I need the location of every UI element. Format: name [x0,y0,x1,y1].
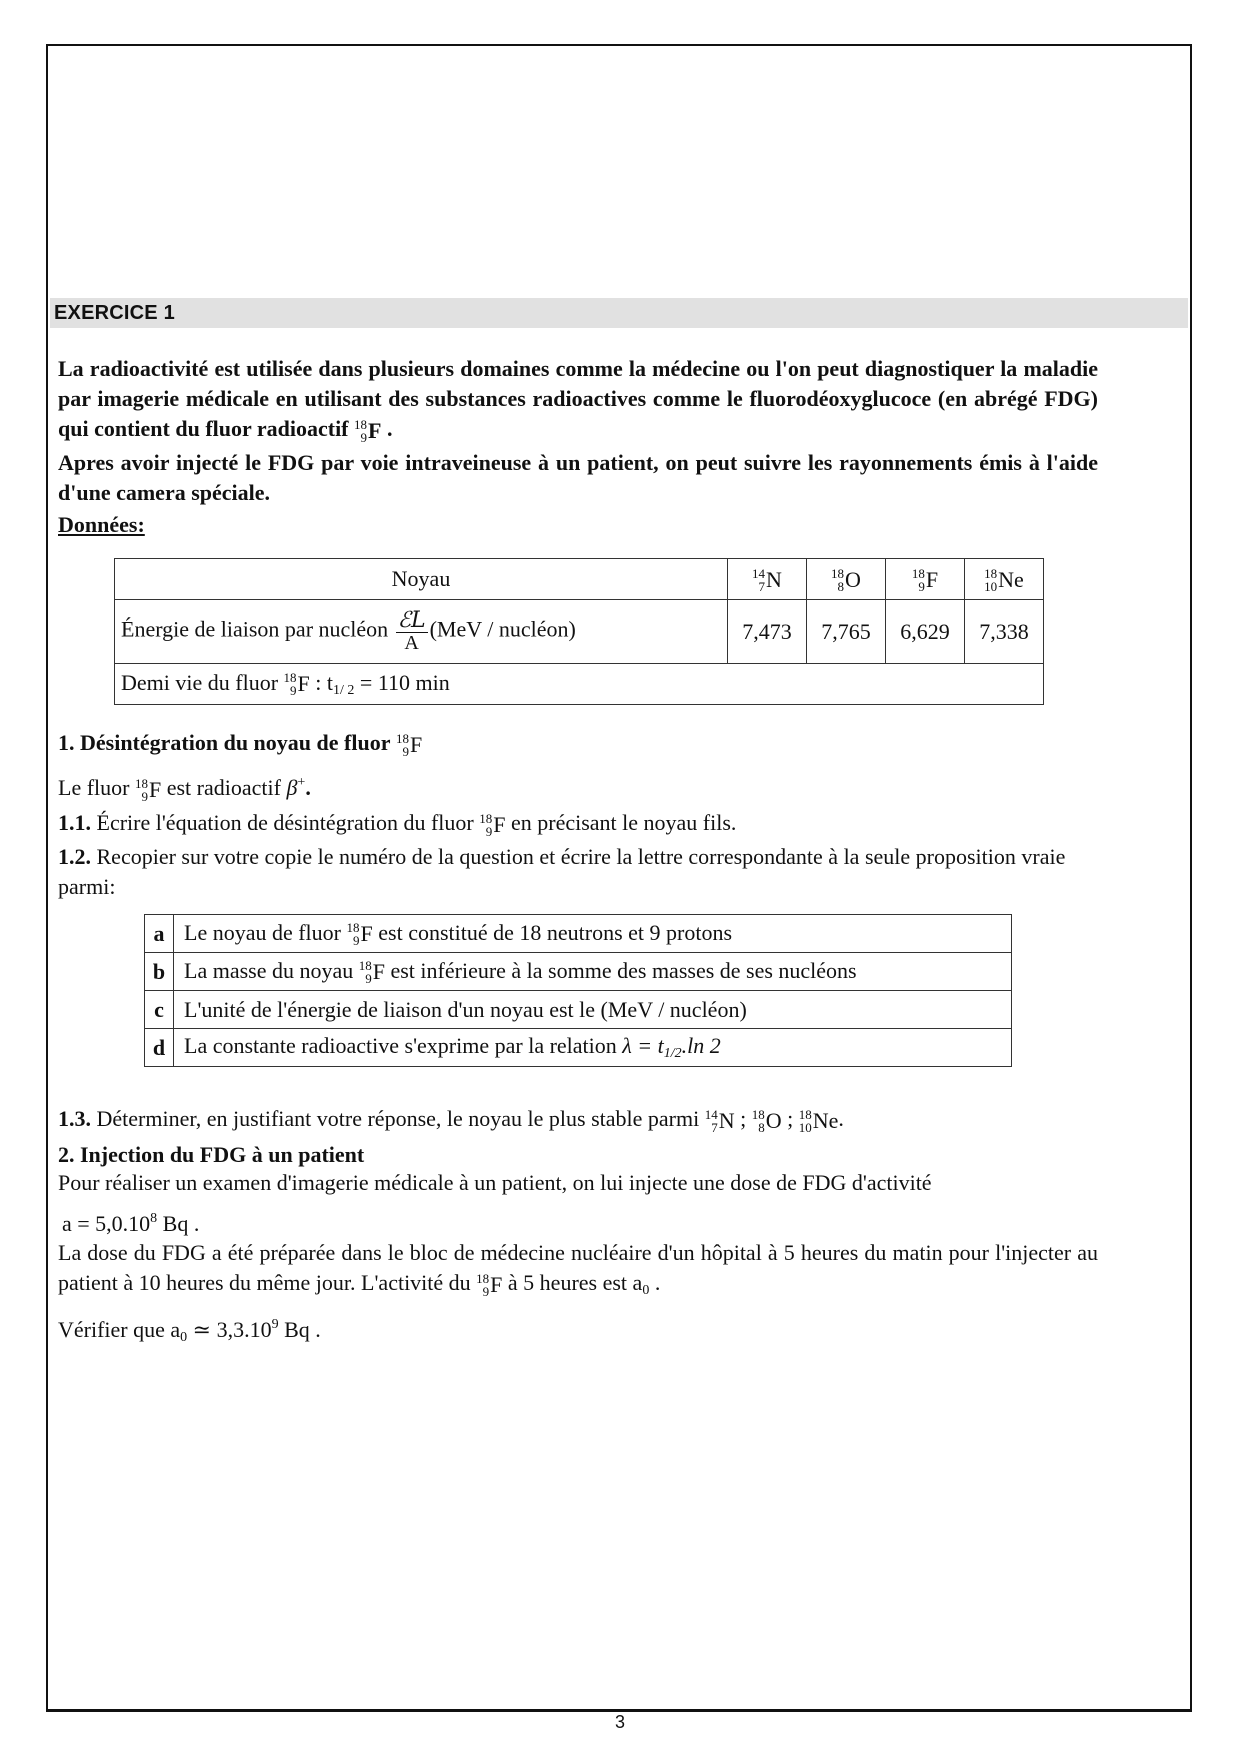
data-table [114,558,1044,705]
table-row [145,991,1012,1029]
exercise-banner [50,298,1188,328]
option-text: La masse du noyau 18 9 F est inférieure à la somme des masses de ses nucléons [174,953,1012,991]
page-number: 3 [614,1712,625,1732]
option-letter: c [145,991,174,1029]
nuclide-f18: 18 9 F [354,416,382,445]
option-letter: d [145,1029,174,1067]
question-1-2: 1.2. Recopier sur votre copie le numéro de la question et écrire la lettre correspondante à la seule proposition vraie parmi: [58,844,1066,899]
question-1-1: 1.1. Écrire l'équation de désintégration du fluor 18 9 F en précisant le noyau fils. [58,810,737,839]
donnees-heading: Données: [58,512,145,537]
table-row [115,600,1044,664]
nuclide-ne18-header: 18 10 Ne [965,559,1044,600]
verify-statement: Vérifier que $a_0$ ≃ 3,3.10$^9$ Bq . [58,1317,321,1345]
proposition-table [144,914,1012,1067]
option-letter: b [145,953,174,991]
value-f18: 6,629 [886,600,965,664]
part2-title: 2. Injection du FDG à un patient [58,1142,365,1167]
intro-block [58,354,1098,540]
part2-paragraph-1: Pour réaliser un examen d'imagerie médicale à un patient, on lui injecte une dose de FDG d'activité [58,1170,932,1195]
option-text: L'unité de l'énergie de liaison d'un noyau est le (MeV / nucléon) [174,991,1012,1029]
option-letter: a [145,915,174,953]
nuclide-o18-header: 18 8 O [807,559,886,600]
binding-energy-label: Énergie de liaison par nucléon $\frac{\text{ℰL}}{A}$ (MeV / nucléon) [115,600,728,664]
part1-statement: Le fluor 18 9 F est radioactif β+. [58,775,311,804]
value-n14: 7,473 [728,600,807,664]
noyau-header: Noyau [115,559,728,600]
table-row [115,559,1044,600]
nuclide-n14-header: 14 7 N [728,559,807,600]
half-life-cell: Demi vie du fluor 18 9 F : $t_{1/ 2} = 110$ min [115,664,1044,705]
part2-paragraph-2: La dose du FDG a été préparée dans le bloc de médecine nucléaire d'un hôpital à 5 heures du matin pour l'injecter au patient à 10 heures du même jour. L'activité du 18 9 F à 5 heures est $a_0$ . [58,1240,1098,1299]
table-row [145,1029,1012,1067]
part1-title: 1. Désintégration du noyau de fluor 18 9 F [58,730,423,759]
intro-paragraph-2: Apres avoir injecté le FDG par voie intraveineuse à un patient, on peut suivre les rayonnements émis à l'aide d'une camera spéciale. [58,450,1098,505]
value-ne18: 7,338 [965,600,1044,664]
energy-fraction: $\frac{\text{ℰL}}{A}$ [397,608,426,654]
value-o18: 7,765 [807,600,886,664]
table-row [145,915,1012,953]
question-1-3: 1.3. Déterminer, en justifiant votre réponse, le noyau le plus stable parmi 14 7 N ; 18 8 O ; 18 10 Ne . [58,1106,844,1135]
exercise-title: EXERCICE 1 [54,302,175,324]
option-text: La constante radioactive s'exprime par la relation $\lambda = t_{1/2}.\ln$ 2 [174,1029,1012,1067]
table-row [145,953,1012,991]
option-text: Le noyau de fluor 18 9 F est constitué de 18 neutrons et 9 protons [174,915,1012,953]
activity-value: $a = 5,0.10^8$ Bq . [62,1211,200,1236]
intro-paragraph-1: La radioactivité est utilisée dans plusieurs domaines comme la médecine ou l'on peut diagnostiquer la maladie par imagerie médicale en utilisant des substances radioactives comme le fluorodéoxyglucoce (en abrégé FDG) qui contient du fluor radioactif 18 9 F . [58,356,1098,445]
table-row [115,664,1044,705]
nuclide-f18-header: 18 9 F [886,559,965,600]
